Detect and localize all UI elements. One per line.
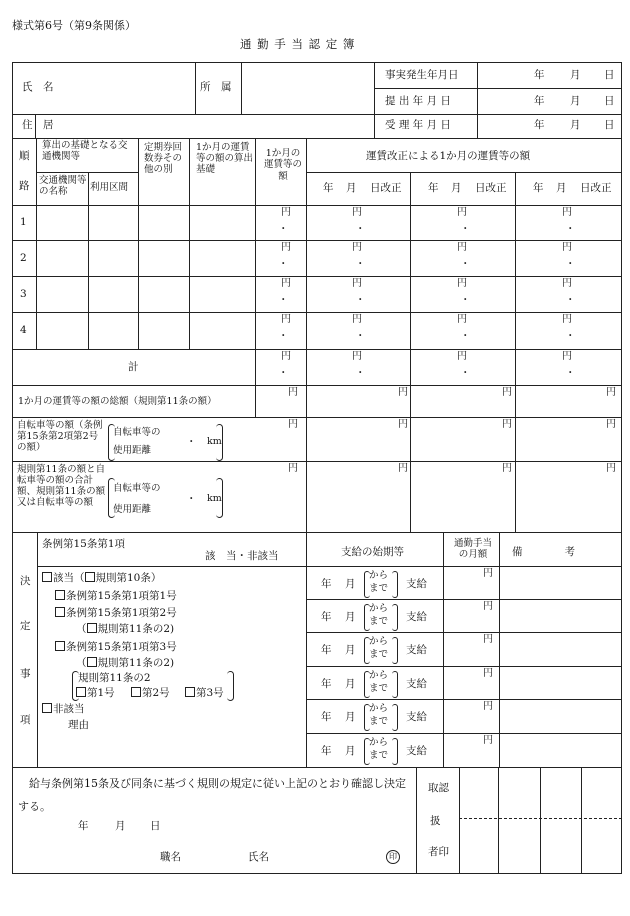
dot-mark-r2-c2: ・ [355, 258, 366, 270]
yen-mark-r3-c2: 円 [352, 278, 362, 289]
position-label: 職名 [160, 851, 181, 863]
pay-year-5: 年 [321, 711, 332, 723]
handler-label-2: 扱 [430, 815, 441, 827]
rev3-month: 月 [556, 182, 567, 194]
bicycle-amount-label: 自転車等の額（条例第15条第2項第2号の額） [17, 420, 103, 453]
dot-mark-r2-c1: ・ [278, 258, 289, 270]
dot-mark-r2-c3: ・ [460, 258, 471, 270]
decision-label-3: 事 [20, 668, 31, 680]
summary-yen-r1-c4: 円 [606, 387, 616, 398]
pay-from-6: から [369, 737, 389, 748]
pay-month-2: 月 [345, 611, 356, 623]
occurrence-year: 年 [534, 69, 545, 81]
pay-brace-right-2 [392, 604, 398, 631]
summary-yen-r3-c3: 円 [502, 463, 512, 474]
row-number-4: 4 [20, 324, 27, 336]
pay-yen-2: 円 [483, 601, 493, 612]
pay-yen-1: 円 [483, 568, 493, 579]
dot-mark-r5-c4: ・ [565, 367, 576, 379]
summary-yen-r3-c1: 円 [288, 463, 298, 474]
pay-year-6: 年 [321, 745, 332, 757]
option-item-3[interactable]: 第3号 [185, 687, 224, 700]
checkbox-article-1[interactable] [55, 590, 65, 600]
pay-year-4: 年 [321, 678, 332, 690]
dot-mark-r3-c2: ・ [355, 294, 366, 306]
submission-month: 月 [570, 95, 581, 107]
submission-year: 年 [534, 95, 545, 107]
pay-yen-6: 円 [483, 735, 493, 746]
remarks-header: 備 考 [512, 546, 575, 558]
checkbox-applicable[interactable] [42, 572, 52, 582]
receipt-day: 日 [604, 119, 615, 131]
yen-mark-r2-c1: 円 [281, 242, 291, 253]
revision-header: 運賃改正による1か月の運賃等の額 [366, 150, 531, 162]
yen-mark-r1-c4: 円 [562, 207, 572, 218]
pay-brace-right-5 [392, 704, 398, 731]
dot-mark-r1-c2: ・ [355, 223, 366, 235]
pay-brace-right-1 [392, 571, 398, 598]
applicable-choice[interactable]: 該 当・非該当 [205, 550, 279, 562]
pay-year-2: 年 [321, 611, 332, 623]
summary-yen-r3-c2: 円 [398, 463, 408, 474]
rev2-month: 月 [451, 182, 462, 194]
summary-yen-r3-c4: 円 [606, 463, 616, 474]
name-label: 氏 名 [22, 81, 54, 93]
pay-from-4: から [369, 670, 389, 681]
option-applicable[interactable]: 該当（ 規則第10条） [42, 572, 161, 585]
dot-mark-r5-c3: ・ [460, 367, 471, 379]
handler-label-3: 者印 [428, 846, 449, 858]
option-not-applicable[interactable]: 非該当 [42, 703, 85, 716]
pay-to-5: まで [369, 716, 389, 727]
dot-mark-r4-c4: ・ [565, 330, 576, 342]
bicycle-dot: ・ [186, 436, 197, 448]
row-number-1: 1 [20, 216, 27, 228]
yen-mark-r5-c3: 円 [457, 351, 467, 362]
pay-year-3: 年 [321, 644, 332, 656]
pay-brace-right-4 [392, 671, 398, 698]
yen-mark-r4-c2: 円 [352, 314, 362, 325]
summary-yen-r1-c3: 円 [502, 387, 512, 398]
summary-yen-r1-c2: 円 [398, 387, 408, 398]
basis-header: 算出の基礎となる交通機関等 [42, 140, 128, 162]
pay-month-4: 月 [345, 678, 356, 690]
checkbox-item-1[interactable] [76, 687, 86, 697]
dot-mark-r4-c1: ・ [278, 330, 289, 342]
bicycle-usage-label: 使用距離 [113, 445, 152, 456]
yen-mark-r4-c3: 円 [457, 314, 467, 325]
rev2-day: 日改正 [475, 182, 507, 194]
pay-yen-4: 円 [483, 668, 493, 679]
checkbox-rule10[interactable] [85, 572, 95, 582]
receipt-year: 年 [534, 119, 545, 131]
submission-day: 日 [604, 95, 615, 107]
dot-mark-r1-c4: ・ [565, 223, 576, 235]
monthly-allowance-header: 通勤手当の月額 [453, 538, 492, 560]
pay-label-3: 支給 [406, 644, 427, 656]
pay-yen-5: 円 [483, 701, 493, 712]
rule-11-2-label: 規則第11条の2 [78, 672, 151, 684]
yen-mark-r1-c3: 円 [457, 207, 467, 218]
pay-from-2: から [369, 603, 389, 614]
pay-brace-right-3 [392, 637, 398, 664]
dot-mark-r3-c3: ・ [460, 294, 471, 306]
pay-yen-3: 円 [483, 634, 493, 645]
affiliation-field[interactable] [244, 64, 372, 112]
pass-type-header: 定期券回数券その他の別 [144, 142, 183, 175]
receipt-date-label: 受 理 年 月 日 [385, 119, 451, 131]
dot-mark-r3-c1: ・ [278, 294, 289, 306]
pay-month-6: 月 [345, 745, 356, 757]
combined-amount-label: 規則第11条の額と自転車等の額の合計額、規則第11条の額又は自転車等の額 [17, 464, 106, 508]
yen-mark-r2-c3: 円 [457, 242, 467, 253]
handler-label-1: 取認 [428, 782, 449, 794]
pay-from-5: から [369, 703, 389, 714]
yen-mark-r5-c2: 円 [352, 351, 362, 362]
footer-day: 日 [150, 820, 161, 832]
pay-year-1: 年 [321, 578, 332, 590]
combined-km: km [207, 493, 222, 504]
article-header: 条例第15条第1項 [42, 538, 126, 550]
yen-mark-r2-c2: 円 [352, 242, 362, 253]
pay-to-2: まで [369, 616, 389, 627]
occurrence-date-label: 事実発生年月日 [385, 69, 459, 81]
confirmation-statement: 給与条例第15条及び同条に基づく規則の規定に従い上記のとおり確認し決定する。 [18, 777, 406, 814]
page-title: 通 勤 手 当 認 定 簿 [240, 37, 356, 51]
dot-mark-r4-c3: ・ [460, 330, 471, 342]
option-article-2-rule[interactable]: （ 規則第11条の2) [76, 623, 175, 635]
pay-label-4: 支給 [406, 678, 427, 690]
pay-to-6: まで [369, 750, 389, 761]
decision-label-4: 項 [20, 714, 31, 726]
reason-label: 理由 [68, 719, 89, 731]
calc-basis-header: 1か月の運賃等の額の算出基礎 [196, 142, 254, 175]
dot-mark-r1-c1: ・ [278, 223, 289, 235]
occurrence-day: 日 [604, 69, 615, 81]
rev2-year: 年 [428, 182, 439, 194]
dot-mark-r1-c3: ・ [460, 223, 471, 235]
address-label: 住 居 [22, 119, 54, 131]
combined-distance-label: 自転車等の [113, 483, 161, 494]
option-article-1[interactable]: 条例第15条第1項第1号 [55, 590, 177, 603]
rev3-day: 日改正 [580, 182, 612, 194]
option-article-2[interactable]: 条例第15条第1項第2号 [55, 607, 177, 620]
decision-label-1: 決 [20, 575, 31, 587]
name-label-footer: 氏名 [248, 851, 269, 863]
pay-label-5: 支給 [406, 711, 427, 723]
pay-to-4: まで [369, 683, 389, 694]
combined-dot: ・ [186, 493, 197, 505]
yen-mark-r3-c4: 円 [562, 278, 572, 289]
form-number: 様式第6号（第9条関係） [12, 19, 136, 32]
checkbox-article-3-rule[interactable] [87, 657, 97, 667]
checkbox-not-applicable[interactable] [42, 703, 52, 713]
dot-mark-r5-c1: ・ [278, 367, 289, 379]
decision-label-2: 定 [20, 620, 31, 632]
dot-mark-r2-c4: ・ [565, 258, 576, 270]
yen-mark-r4-c1: 円 [281, 314, 291, 325]
total-label: 計 [128, 361, 139, 373]
yen-mark-r5-c1: 円 [281, 351, 291, 362]
checkbox-article-3[interactable] [55, 641, 65, 651]
checkbox-item-2[interactable] [131, 687, 141, 697]
yen-mark-r2-c4: 円 [562, 242, 572, 253]
transport-name-header: 交通機関等の名称 [39, 175, 87, 197]
rule-brace-right [227, 671, 234, 701]
pay-month-5: 月 [345, 711, 356, 723]
rev1-year: 年 [323, 182, 334, 194]
total-fare-label: 1か月の運賃等の額の総額（規則第11条の額） [18, 396, 217, 407]
dot-mark-r5-c2: ・ [355, 367, 366, 379]
dot-mark-r3-c4: ・ [565, 294, 576, 306]
bicycle-km: km [207, 436, 222, 447]
row-number-3: 3 [20, 288, 27, 300]
yen-mark-r1-c2: 円 [352, 207, 362, 218]
pay-from-1: から [369, 570, 389, 581]
section-header: 利用区間 [90, 182, 129, 193]
checkbox-article-2-rule[interactable] [87, 623, 97, 633]
combined-usage-label: 使用距離 [113, 504, 152, 515]
pay-month-1: 月 [345, 578, 356, 590]
pay-label-1: 支給 [406, 578, 427, 590]
start-period-header: 支給の始期等 [341, 546, 404, 558]
affiliation-label: 所 属 [200, 81, 232, 93]
pay-label-6: 支給 [406, 745, 427, 757]
summary-yen-r2-c1: 円 [288, 419, 298, 430]
summary-yen-r2-c2: 円 [398, 419, 408, 430]
rev3-year: 年 [533, 182, 544, 194]
footer-year: 年 [78, 820, 89, 832]
pay-to-3: まで [369, 649, 389, 660]
occurrence-month: 月 [570, 69, 581, 81]
monthly-fare-header: 1か月の運賃等の額 [263, 148, 302, 182]
yen-mark-r1-c1: 円 [281, 207, 291, 218]
footer-month: 月 [115, 820, 126, 832]
col-route-label: 路 [19, 180, 30, 192]
yen-mark-r5-c4: 円 [562, 351, 572, 362]
submission-date-label: 提 出 年 月 日 [385, 95, 451, 107]
rev1-day: 日改正 [370, 182, 402, 194]
pay-month-3: 月 [345, 644, 356, 656]
option-item-1[interactable]: 第1号 [76, 687, 115, 700]
yen-mark-r3-c1: 円 [281, 278, 291, 289]
pay-to-1: まで [369, 583, 389, 594]
option-item-2[interactable]: 第2号 [131, 687, 170, 700]
address-field[interactable] [38, 116, 372, 136]
summary-yen-r1-c1: 円 [288, 387, 298, 398]
yen-mark-r3-c3: 円 [457, 278, 467, 289]
pay-brace-right-6 [392, 738, 398, 765]
summary-yen-r2-c3: 円 [502, 419, 512, 430]
option-article-3[interactable]: 条例第15条第1項第3号 [55, 641, 177, 654]
bicycle-distance-label: 自転車等の [113, 427, 161, 438]
option-article-3-rule[interactable]: （ 規則第11条の2) [76, 657, 175, 669]
pay-from-3: から [369, 636, 389, 647]
col-order-label: 順 [19, 150, 30, 162]
row-number-2: 2 [20, 252, 27, 264]
checkbox-item-3[interactable] [185, 687, 195, 697]
receipt-month: 月 [570, 119, 581, 131]
summary-yen-r2-c4: 円 [606, 419, 616, 430]
rev1-month: 月 [346, 182, 357, 194]
name-field[interactable] [62, 64, 192, 112]
seal-mark: 印 [386, 850, 400, 864]
checkbox-article-2[interactable] [55, 607, 65, 617]
pay-label-2: 支給 [406, 611, 427, 623]
yen-mark-r4-c4: 円 [562, 314, 572, 325]
dot-mark-r4-c2: ・ [355, 330, 366, 342]
